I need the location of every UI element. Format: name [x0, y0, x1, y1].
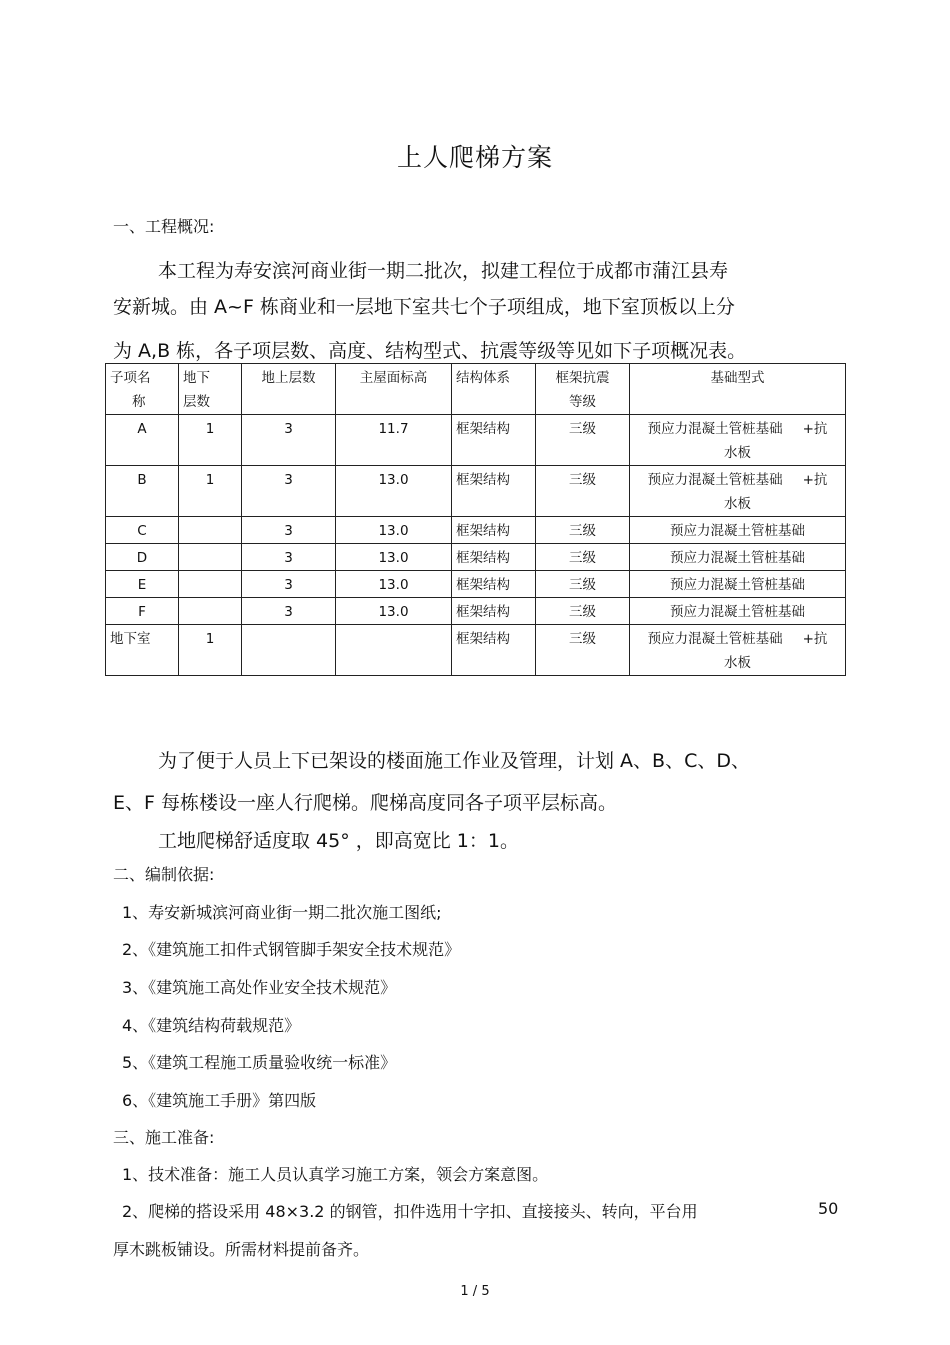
cell-grade: 三级	[536, 517, 630, 544]
cell-grade: 三级	[536, 415, 630, 466]
page-title: 上人爬梯方案	[396, 143, 553, 172]
cell-foundation: 预应力混凝土管桩基础	[630, 544, 846, 571]
cell-above: 3	[242, 517, 336, 544]
cell-above: 3	[242, 544, 336, 571]
intro-line-2: 安新城。由 A~F 栋商业和一层地下室共七个子项组成，地下室顶板以上分	[113, 296, 735, 318]
header-cell: 地上层数	[242, 364, 336, 415]
prep-item-2-cont: 厚木跳板铺设。所需材料提前备齐。	[113, 1240, 370, 1259]
basis-item: 4、《建筑结构荷载规范》	[122, 1016, 301, 1035]
cell-grade: 三级	[536, 544, 630, 571]
cell-height: 11.7	[336, 415, 452, 466]
cell-struct: 框架结构	[452, 466, 536, 517]
cell-above	[242, 625, 336, 676]
cell-foundation: 预应力混凝土管桩基础	[630, 598, 846, 625]
table-row	[106, 466, 846, 517]
cell-struct: 框架结构	[452, 625, 536, 676]
cell-above: 3	[242, 598, 336, 625]
cell-grade: 三级	[536, 466, 630, 517]
cell-above: 3	[242, 571, 336, 598]
table-row	[106, 415, 846, 466]
prep-item-2: 2、爬梯的搭设采用 48×3.2 的钢管，扣件选用十字扣、直接接头、转向，平台用	[122, 1202, 698, 1221]
cell-height: 13.0	[336, 571, 452, 598]
cell-name: C	[106, 517, 179, 544]
cell-struct: 框架结构	[452, 598, 536, 625]
basis-item: 2、《建筑施工扣件式钢管脚手架安全技术规范》	[122, 940, 461, 959]
header-cell: 地下 层数	[179, 364, 242, 415]
table-row	[106, 544, 846, 571]
cell-grade: 三级	[536, 571, 630, 598]
prep-item-1: 1、技术准备：施工人员认真学习施工方案，领会方案意图。	[122, 1165, 549, 1184]
basis-item: 1、寿安新城滨河商业街一期二批次施工图纸;	[122, 903, 442, 922]
cell-name: E	[106, 571, 179, 598]
table-row	[106, 598, 846, 625]
cell-foundation: 预应力混凝土管桩基础 +抗 水板	[630, 466, 846, 517]
cell-under	[179, 544, 242, 571]
header-cell: 子项名 称	[106, 364, 179, 415]
cell-under	[179, 517, 242, 544]
cell-grade: 三级	[536, 598, 630, 625]
cell-under: 1	[179, 466, 242, 517]
cell-above: 3	[242, 466, 336, 517]
basis-item: 5、《建筑工程施工质量验收统一标准》	[122, 1053, 397, 1072]
header-cell: 主屋面标高	[336, 364, 452, 415]
cell-struct: 框架结构	[452, 544, 536, 571]
section1-heading: 一、工程概况:	[113, 217, 215, 236]
cell-foundation: 预应力混凝土管桩基础	[630, 571, 846, 598]
section2-heading: 二、编制依据:	[113, 865, 215, 884]
header-cell: 框架抗震 等级	[536, 364, 630, 415]
table-row	[106, 571, 846, 598]
intro-line-1: 本工程为寿安滨河商业街一期二批次，拟建工程位于成都市蒲江县寿	[158, 260, 729, 282]
cell-struct: 框架结构	[452, 415, 536, 466]
cell-foundation: 预应力混凝土管桩基础 +抗 水板	[630, 625, 846, 676]
cell-foundation: 预应力混凝土管桩基础	[630, 517, 846, 544]
plan-line-2: E、F 每栋楼设一座人行爬梯。爬梯高度同各子项平层标高。	[113, 792, 617, 814]
basis-item: 3、《建筑施工高处作业安全技术规范》	[122, 978, 397, 997]
cell-name: F	[106, 598, 179, 625]
cell-height	[336, 625, 452, 676]
table-header-row	[106, 364, 846, 415]
cell-height: 13.0	[336, 517, 452, 544]
section3-heading: 三、施工准备:	[113, 1128, 215, 1147]
project-table	[105, 363, 846, 676]
plan-line-1: 为了便于人员上下已架设的楼面施工作业及管理，计划 A、B、C、D、	[158, 750, 750, 772]
cell-grade: 三级	[536, 625, 630, 676]
cell-struct: 框架结构	[452, 571, 536, 598]
cell-height: 13.0	[336, 598, 452, 625]
cell-under	[179, 598, 242, 625]
cell-under	[179, 571, 242, 598]
cell-under: 1	[179, 415, 242, 466]
cell-name: B	[106, 466, 179, 517]
table-row	[106, 625, 846, 676]
cell-height: 13.0	[336, 544, 452, 571]
cell-under: 1	[179, 625, 242, 676]
cell-height: 13.0	[336, 466, 452, 517]
cell-name: 地下室	[106, 625, 179, 676]
header-cell: 结构体系	[452, 364, 536, 415]
cell-above: 3	[242, 415, 336, 466]
header-cell: 基础型式	[630, 364, 846, 415]
cell-struct: 框架结构	[452, 517, 536, 544]
table-row	[106, 517, 846, 544]
intro-line-3: 为 A,B 栋，各子项层数、高度、结构型式、抗震等级等见如下子项概况表。	[113, 340, 747, 362]
prep-item-2-number: 50	[818, 1199, 839, 1218]
plan-line-3: 工地爬梯舒适度取 45° ，即高宽比 1：1。	[158, 830, 519, 852]
page-number: 1 / 5	[460, 1284, 490, 1299]
cell-foundation: 预应力混凝土管桩基础 +抗 水板	[630, 415, 846, 466]
basis-item: 6、《建筑施工手册》第四版	[122, 1091, 317, 1110]
cell-name: D	[106, 544, 179, 571]
cell-name: A	[106, 415, 179, 466]
